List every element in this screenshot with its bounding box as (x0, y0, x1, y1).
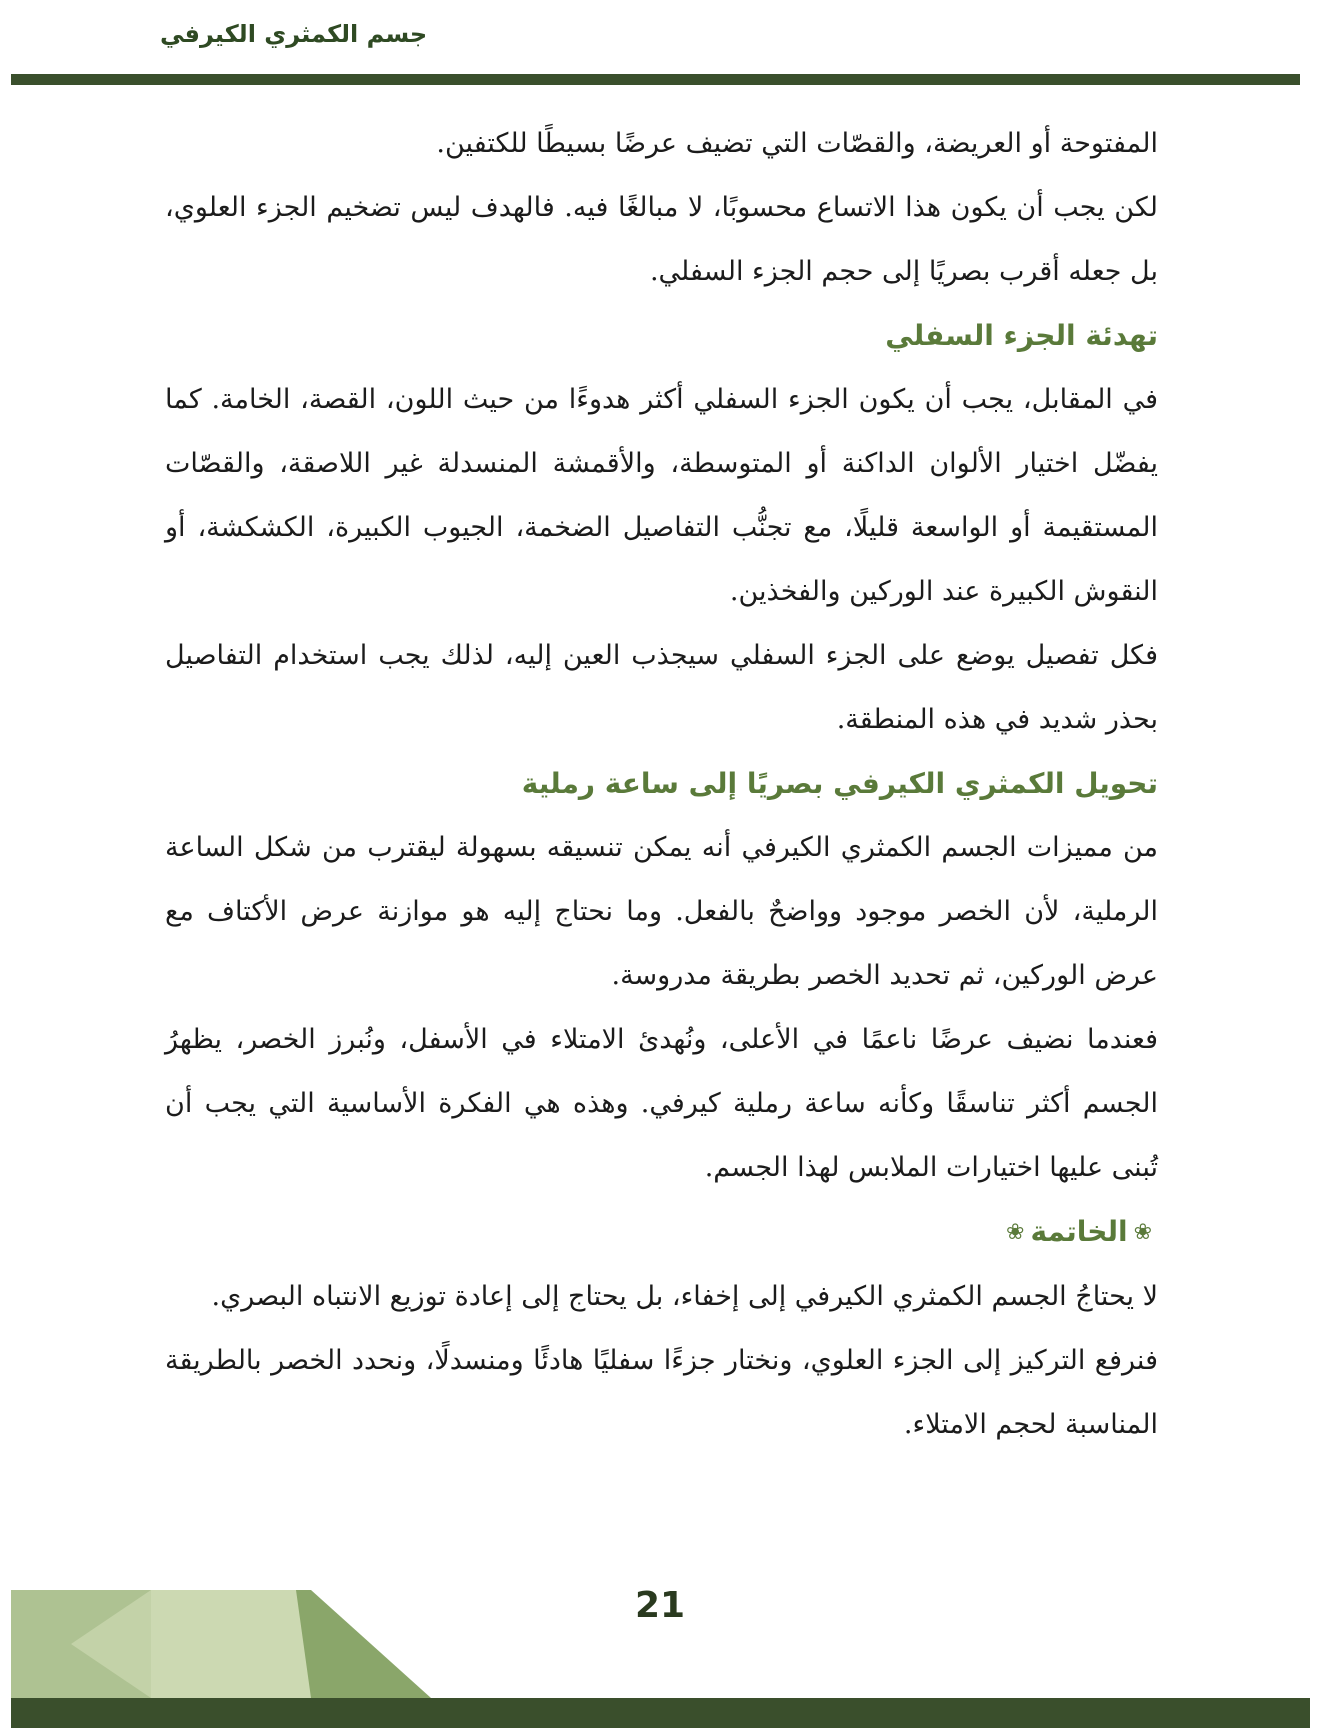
heading-conclusion-text: الخاتمة (1030, 1215, 1128, 1248)
flower-ornament-icon: ❀ (1006, 1220, 1025, 1245)
heading-conclusion (165, 1200, 1158, 1265)
paragraph-lower-calm: في المقابل، يجب أن يكون الجزء السفلي أكثر هدوءًا من حيث اللون، القصة، الخامة. كما يفضّل اختيار الألوان الداكنة أو المتوسطة، والأقمشة المنسدلة غير اللاصقة، والقصّات المستقيمة أو الواسعة قليلًا، مع تجنُّب التفاصيل الضخمة، الجيوب الكبيرة، الكشكشة، أو النقوش الكبيرة عند الوركين والفخذين. (165, 384, 1158, 607)
footer-decoration (11, 1590, 431, 1698)
footer-band (11, 1698, 1310, 1728)
paragraph-lower-details: فكل تفصيل يوضع على الجزء السفلي سيجذب العين إليه، لذلك يجب استخدام التفاصيل بحذر شديد في هذه المنطقة. (165, 640, 1158, 735)
paragraph-conclusion-2: فنرفع التركيز إلى الجزء العلوي، ونختار جزءًا سفليًا هادئًا ومنسدلًا، ونحدد الخصر بالطريقة المناسبة لحجم الامتلاء. (165, 1345, 1158, 1440)
page-number: 21 (634, 1585, 686, 1626)
paragraph-hourglass-method: فعندما نضيف عرضًا ناعمًا في الأعلى، ونُهدئ الامتلاء في الأسفل، ونُبرز الخصر، يظهرُ الجسم أكثر تناسقًا وكأنه ساعة رملية كيرفي. وهذه هي الفكرة الأساسية التي يجب أن تُبنى عليها اختيارات الملابس لهذا الجسم. (165, 1024, 1158, 1183)
paragraph-conclusion-1: لا يحتاجُ الجسم الكمثري الكيرفي إلى إخفاء، بل يحتاج إلى إعادة توزيع الانتباه البصري. (211, 1281, 1158, 1312)
heading-hourglass: تحويل الكمثري الكيرفي بصريًا إلى ساعة رملية (521, 767, 1158, 800)
footer-deco-triangle-right (296, 1590, 431, 1698)
running-header: جسم الكمثري الكيرفي (160, 20, 428, 48)
header-rule (11, 74, 1300, 85)
paragraph-upper-balance: لكن يجب أن يكون هذا الاتساع محسوبًا، لا مبالغًا فيه. فالهدف ليس تضخيم الجزء العلوي، بل جعله أقرب بصريًا إلى حجم الجزء السفلي. (165, 192, 1158, 287)
heading-lower-calm: تهدئة الجزء السفلي (885, 319, 1158, 352)
page-content (165, 112, 1158, 1457)
footer-deco-block-center (151, 1590, 311, 1698)
paragraph-hourglass-intro: من مميزات الجسم الكمثري الكيرفي أنه يمكن تنسيقه بسهولة ليقترب من شكل الساعة الرملية، لأن الخصر موجود وواضحٌ بالفعل. وما نحتاج إليه هو موازنة عرض الأكتاف مع عرض الوركين، ثم تحديد الخصر بطريقة مدروسة. (165, 832, 1158, 991)
flower-ornament-icon: ❀ (1133, 1220, 1152, 1245)
paragraph-continuation: المفتوحة أو العريضة، والقصّات التي تضيف عرضًا بسيطًا للكتفين. (436, 128, 1158, 159)
